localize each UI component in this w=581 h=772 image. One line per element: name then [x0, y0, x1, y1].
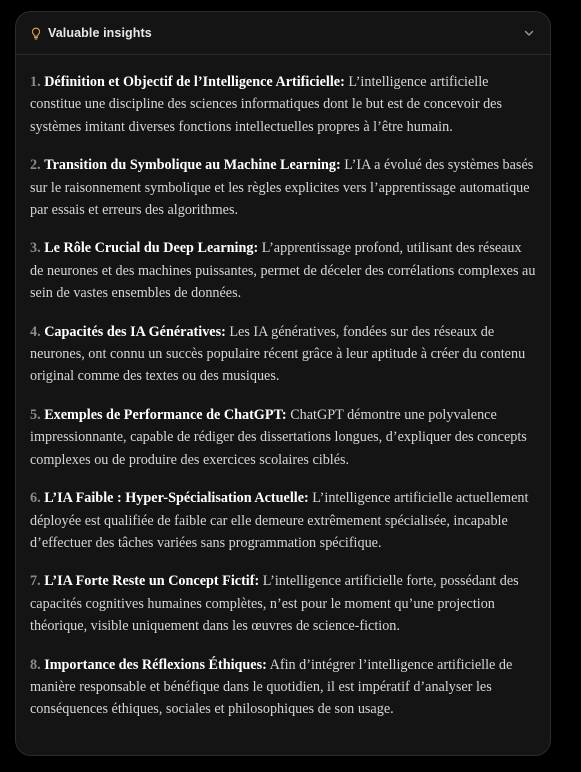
insight-text: ChatGPT démontre une polyvalence impressionnante, capable de rédiger des dissertations longues, d’expliquer des concepts complexes ou de produire des exercices scolaires ciblés.	[30, 406, 527, 468]
insight-text: L’intelligence artificielle forte, possédant des capacités cognitives humaines complètes, n’est pour le moment qu’une projection théorique, visible uniquement dans les œuvres de science-fiction.	[30, 573, 519, 635]
chevron-down-icon[interactable]	[522, 26, 536, 40]
insights-card	[15, 11, 551, 756]
insight-item	[30, 404, 536, 471]
insight-item	[30, 154, 536, 221]
insight-title: Capacités des IA Génératives:	[44, 323, 226, 340]
insights-list	[16, 55, 550, 721]
insight-text: Afin d’intégrer l’intelligence artificielle de manière responsable et bénéfique dans le quotidien, il est impératif d’analyser les conséquences éthiques, sociales et philosophiques de son usage.	[30, 656, 513, 718]
insight-item	[30, 71, 536, 138]
insights-title: Valuable insights	[48, 26, 152, 40]
insight-title: Le Rôle Crucial du Deep Learning:	[44, 240, 259, 257]
insight-title: Définition et Objectif de l’Intelligence Artificielle:	[44, 74, 345, 90]
insight-title: L’IA Faible : Hyper-Spécialisation Actuelle:	[44, 490, 309, 507]
insight-title: Importance des Réflexions Éthiques:	[44, 656, 267, 673]
insights-header[interactable]	[16, 12, 550, 55]
insight-number: 7.	[30, 573, 41, 590]
insight-number: 8.	[30, 656, 41, 673]
insight-number: 4.	[30, 323, 41, 340]
lightbulb-icon	[30, 26, 42, 40]
insight-number: 6.	[30, 490, 41, 507]
insight-text: L’intelligence artificielle constitue une discipline des sciences informatiques dont le but est de concevoir des systèmes imitant diverses fonctions intellectuelles propres à l’être humain.	[30, 74, 502, 135]
insight-title: Exemples de Performance de ChatGPT:	[44, 406, 287, 423]
insight-item	[30, 237, 536, 304]
insight-text: L’intelligence artificielle actuellement déployée est qualifiée de faible car elle demeure extrêmement spécialisée, incapable d’effectuer des tâches variées sans programmation spécifique.	[30, 490, 529, 551]
insight-text: L’IA a évolué des systèmes basés sur le raisonnement symbolique et les règles explicites vers l’apprentissage automatique par essais et erreurs des algorithmes.	[30, 157, 534, 219]
insight-number: 3.	[30, 240, 41, 257]
insight-item	[30, 321, 536, 388]
insight-title: L’IA Forte Reste un Concept Fictif:	[44, 573, 260, 590]
insight-text: L’apprentissage profond, utilisant des réseaux de neurones et des machines puissantes, permet de déceler des corrélations complexes au sein de vastes ensembles de données.	[30, 240, 536, 302]
insight-number: 1.	[30, 74, 41, 90]
insight-item	[30, 654, 536, 721]
insight-number: 5.	[30, 406, 41, 423]
insight-title: Transition du Symbolique au Machine Learning:	[44, 157, 341, 174]
insight-item	[30, 487, 536, 554]
insight-text: Les IA génératives, fondées sur des réseaux de neurones, ont connu un succès populaire récent grâce à leur aptitude à créer du contenu original comme des textes ou des musiques.	[30, 323, 526, 385]
insight-number: 2.	[30, 157, 41, 174]
insight-item	[30, 570, 536, 637]
